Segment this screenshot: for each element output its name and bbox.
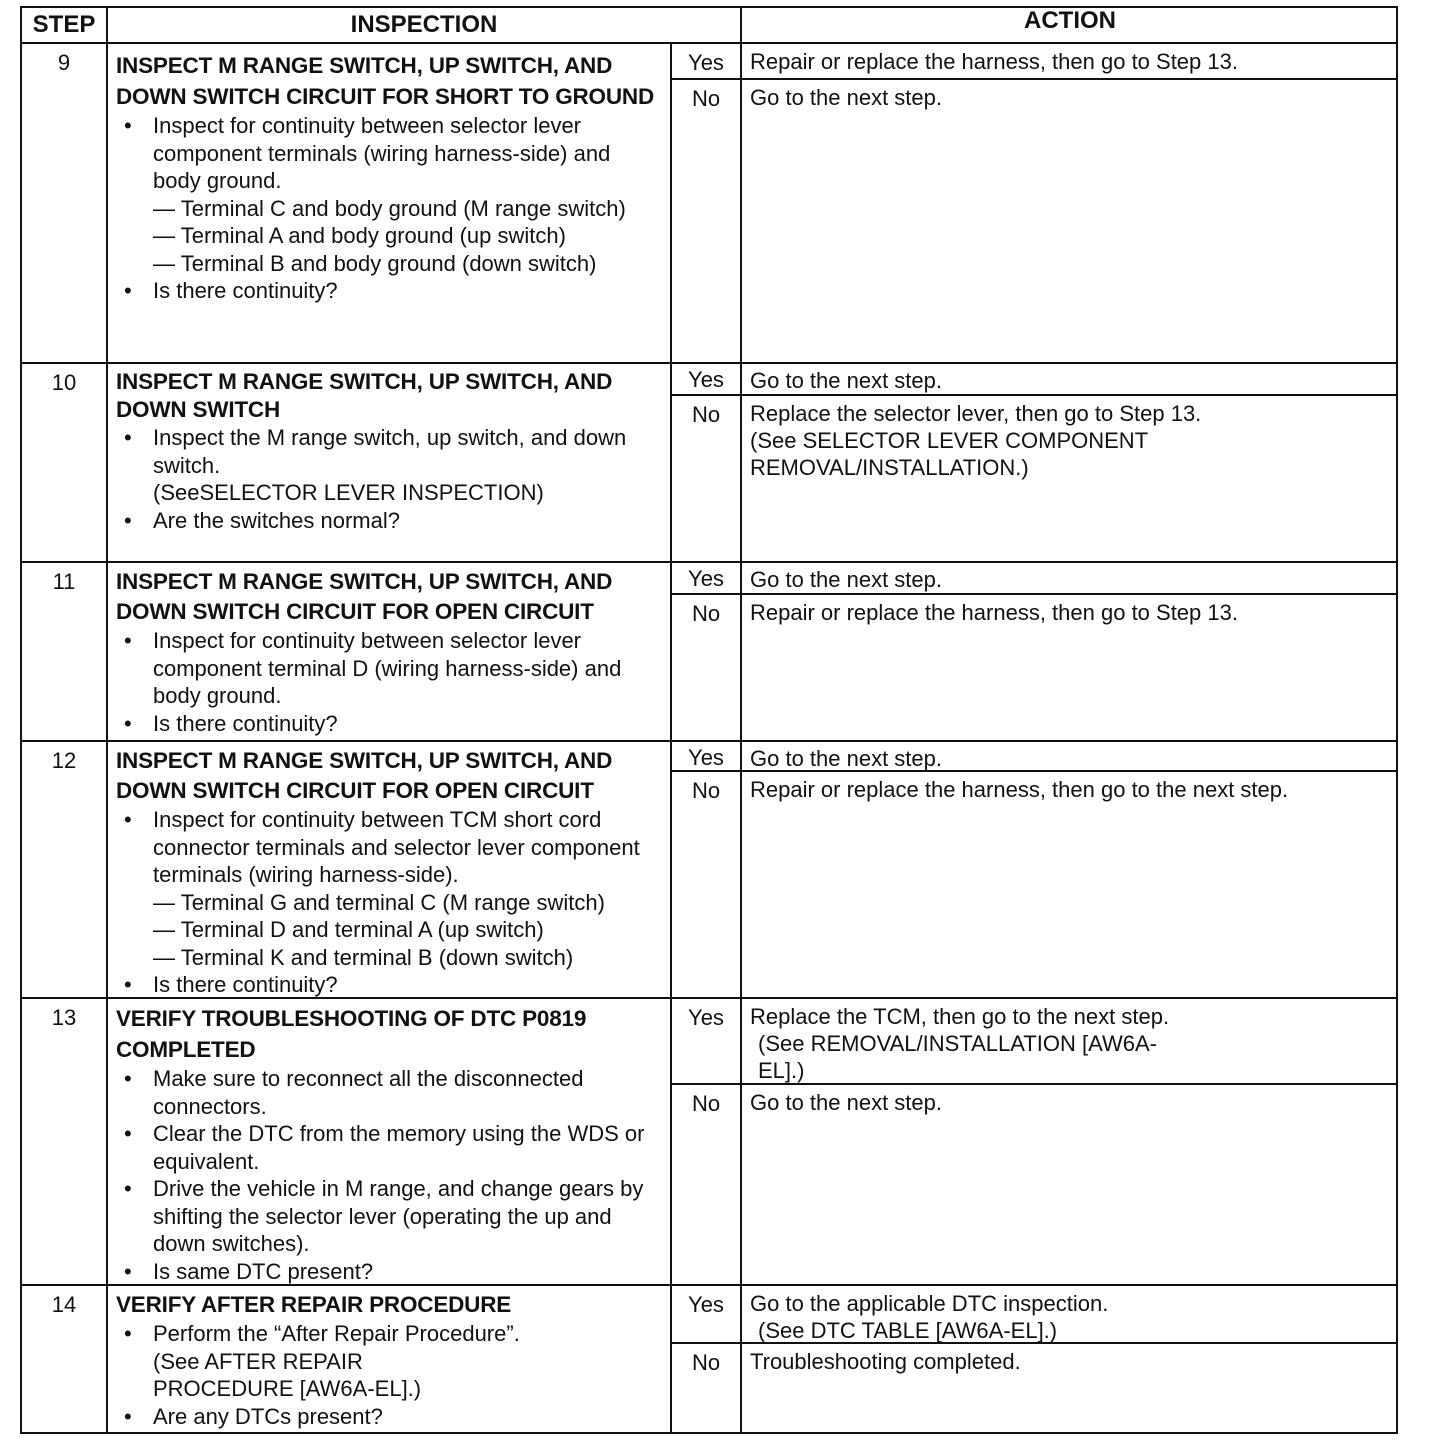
no-label: No bbox=[691, 601, 721, 626]
inspection-bullet: • Make sure to reconnect all the disconnected connectors. bbox=[116, 1065, 662, 1120]
yes-label: Yes bbox=[688, 50, 724, 75]
inspection-bullet: • Clear the DTC from the memory using the WDS or equivalent. bbox=[116, 1120, 662, 1175]
inspection-cell bbox=[108, 1286, 670, 1434]
inspection-dash: — Terminal C and body ground (M range switch) bbox=[153, 195, 626, 221]
inspection-bullet: • Inspect the M range switch, up switch, and down switch. bbox=[116, 424, 662, 479]
inspection-bullet: • Is there continuity? bbox=[116, 710, 662, 738]
action-text: Repair or replace the harness, then go to Step 13. bbox=[750, 600, 1238, 625]
inspection-bullet: • Is same DTC present? bbox=[116, 1258, 662, 1285]
step-number: 11 bbox=[52, 569, 76, 594]
header-action: ACTION bbox=[1024, 7, 1116, 34]
no-action bbox=[742, 772, 1398, 997]
action-text: Go to the next step. bbox=[750, 746, 943, 770]
inspection-cell bbox=[108, 563, 670, 740]
inspection-dash: — Terminal B and body ground (down switch) bbox=[153, 250, 597, 276]
action-text: Repair or replace the harness, then go to Step 13. bbox=[750, 49, 1238, 74]
step-number: 12 bbox=[51, 748, 77, 773]
inspection-cell bbox=[108, 364, 670, 561]
action-reference: (See SELECTOR LEVER COMPONENT REMOVAL/INSTALLATION.) bbox=[750, 428, 1148, 480]
yes-action bbox=[742, 742, 1398, 770]
yes-action bbox=[742, 999, 1398, 1083]
inspection-bullet: • Inspect for continuity between selector lever component terminals (wiring harness-side) and body ground. bbox=[116, 112, 662, 195]
yes-label: Yes bbox=[688, 367, 724, 392]
no-label: No bbox=[691, 778, 721, 803]
action-text: Go to the next step. bbox=[750, 368, 943, 393]
inspection-dash: — Terminal D and terminal A (up switch) bbox=[153, 917, 544, 942]
inspection-title: INSPECT M RANGE SWITCH, UP SWITCH, AND DOWN SWITCH CIRCUIT FOR OPEN CIRCUIT bbox=[116, 748, 613, 803]
action-text: Replace the TCM, then go to the next step. bbox=[750, 1004, 1170, 1029]
step-number: 9 bbox=[57, 50, 71, 75]
inspection-title: VERIFY TROUBLESHOOTING OF DTC P0819 COMPLETED bbox=[116, 1006, 587, 1062]
yes-label: Yes bbox=[688, 1005, 724, 1030]
inspection-title: INSPECT M RANGE SWITCH, UP SWITCH, AND DOWN SWITCH bbox=[116, 369, 613, 422]
inspection-dash: — Terminal G and terminal C (M range switch) bbox=[153, 889, 605, 915]
yes-action bbox=[742, 364, 1398, 394]
action-text: Go to the next step. bbox=[750, 85, 943, 110]
no-label: No bbox=[691, 86, 721, 111]
inspection-title: INSPECT M RANGE SWITCH, UP SWITCH, AND DOWN SWITCH CIRCUIT FOR SHORT TO GROUND bbox=[116, 53, 655, 109]
step-number: 10 bbox=[51, 370, 77, 395]
inspection-bullet: • Are the switches normal? bbox=[116, 507, 662, 535]
inspection-bullet: • Inspect for continuity between selector lever component terminal D (wiring harness-side) and body ground. bbox=[116, 627, 662, 710]
inspection-bullet: • Is there continuity? bbox=[116, 971, 662, 997]
yes-label: Yes bbox=[688, 566, 724, 591]
inspection-cell bbox=[108, 999, 670, 1284]
no-action bbox=[742, 1085, 1398, 1284]
action-text: Go to the next step. bbox=[750, 567, 943, 592]
yes-label: Yes bbox=[688, 1292, 724, 1317]
action-reference: (See REMOVAL/INSTALLATION [AW6A-EL].) bbox=[758, 1031, 1157, 1083]
yes-action bbox=[742, 563, 1398, 593]
inspection-reference: (See AFTER REPAIR PROCEDURE [AW6A-EL].) bbox=[153, 1348, 422, 1401]
no-action bbox=[742, 1344, 1398, 1434]
inspection-title: INSPECT M RANGE SWITCH, UP SWITCH, AND DOWN SWITCH CIRCUIT FOR OPEN CIRCUIT bbox=[116, 569, 613, 624]
inspection-cell bbox=[108, 44, 670, 362]
no-action bbox=[742, 80, 1398, 362]
action-text: Go to the applicable DTC inspection. bbox=[750, 1291, 1109, 1316]
no-label: No bbox=[691, 1091, 721, 1116]
yes-label: Yes bbox=[688, 745, 724, 770]
action-text: Replace the selector lever, then go to Step 13. bbox=[750, 401, 1202, 426]
no-action bbox=[742, 595, 1398, 740]
step-number: 14 bbox=[51, 1292, 77, 1317]
action-text: Repair or replace the harness, then go to the next step. bbox=[750, 777, 1289, 802]
inspection-cell bbox=[108, 742, 670, 997]
header-inspection: INSPECTION bbox=[350, 11, 498, 38]
no-action bbox=[742, 396, 1398, 561]
troubleshooting-table bbox=[20, 6, 1398, 1434]
inspection-bullet: • Inspect for continuity between TCM short cord connector terminals and selector lever component terminals (wiring harness-side). bbox=[116, 806, 662, 889]
no-label: No bbox=[691, 402, 721, 427]
header-step: STEP bbox=[32, 11, 96, 38]
step-number: 13 bbox=[51, 1005, 77, 1030]
inspection-dash: — Terminal A and body ground (up switch) bbox=[153, 223, 566, 248]
yes-action bbox=[742, 44, 1398, 78]
no-label: No bbox=[691, 1350, 721, 1375]
inspection-dash: — Terminal K and terminal B (down switch) bbox=[153, 944, 574, 970]
action-text: Go to the next step. bbox=[750, 1090, 943, 1115]
inspection-reference: (SeeSELECTOR LEVER INSPECTION) bbox=[153, 480, 544, 505]
action-reference: (See DTC TABLE [AW6A-EL].) bbox=[758, 1318, 1058, 1342]
inspection-title: VERIFY AFTER REPAIR PROCEDURE bbox=[116, 1292, 512, 1317]
inspection-bullet: • Is there continuity? bbox=[116, 277, 662, 305]
inspection-bullet: • Perform the “After Repair Procedure”. bbox=[116, 1320, 662, 1348]
inspection-bullet: • Are any DTCs present? bbox=[116, 1403, 662, 1431]
inspection-bullet: • Drive the vehicle in M range, and change gears by shifting the selector lever (operating the up and down switches). bbox=[116, 1175, 662, 1258]
yes-action bbox=[742, 1286, 1398, 1342]
action-text: Troubleshooting completed. bbox=[750, 1349, 1021, 1374]
